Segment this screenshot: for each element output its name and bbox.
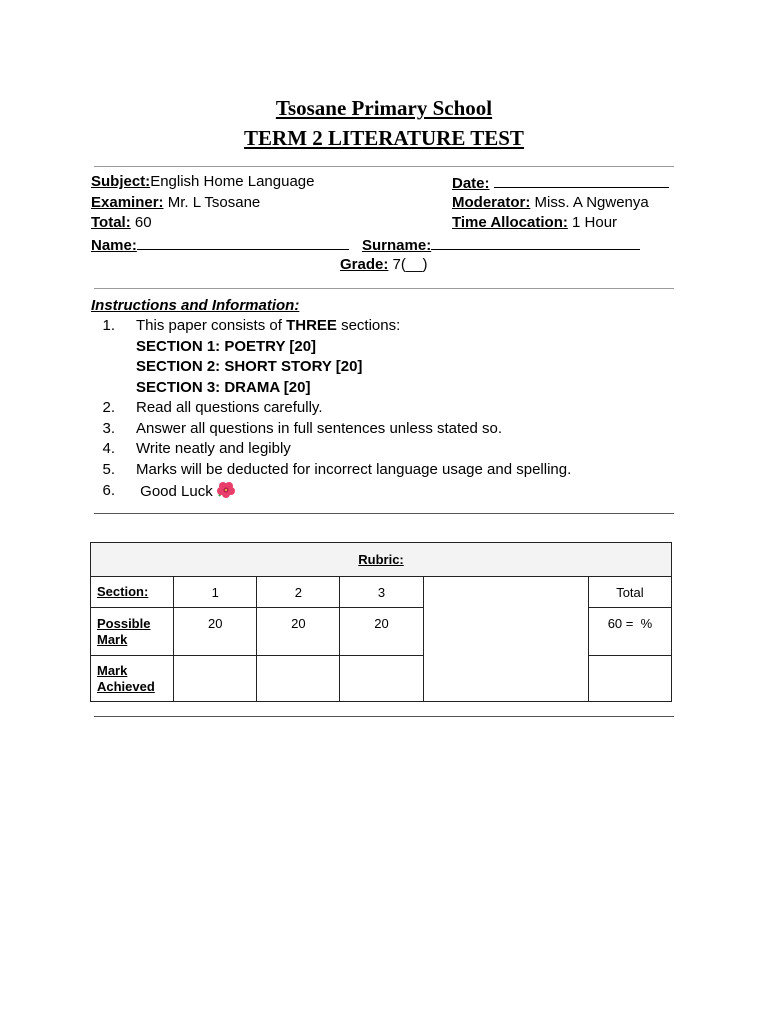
good-luck-text: Good Luck — [136, 483, 213, 500]
section-number: 2 — [257, 577, 340, 608]
divider-bottom — [94, 716, 674, 717]
instructions-heading: Instructions and Information: — [91, 297, 300, 314]
mark-achieved-total-cell[interactable] — [588, 656, 671, 702]
divider-top — [94, 166, 674, 167]
instruction-text-post: sections: — [336, 317, 401, 334]
hibiscus-flower-icon — [216, 481, 236, 499]
surname-label: Surname: — [362, 237, 432, 254]
date-blank[interactable] — [494, 172, 669, 188]
time-allocation-field — [452, 213, 617, 233]
instruction-number: 3. — [102, 420, 115, 437]
possible-mark-cell: 20 — [257, 608, 340, 656]
name-blank[interactable] — [137, 234, 349, 250]
rubric-empty-cell — [423, 577, 588, 702]
section-line: SECTION 3: DRAMA [20] — [136, 379, 311, 396]
rubric-title: Rubric: — [91, 543, 672, 577]
time-allocation-label: Time Allocation: — [452, 214, 568, 231]
divider-info — [94, 288, 674, 289]
examiner-label: Examiner: — [91, 194, 164, 211]
instruction-number: 6. — [102, 482, 115, 499]
mark-achieved-label — [91, 656, 174, 702]
surname-blank[interactable] — [431, 234, 640, 250]
name-label: Name: — [91, 237, 137, 254]
name-field — [91, 234, 349, 256]
divider-instructions — [94, 513, 674, 514]
section-number: 3 — [340, 577, 423, 608]
total-header: Total — [588, 577, 671, 608]
time-allocation-value: 1 Hour — [572, 214, 618, 231]
moderator-field — [452, 193, 649, 213]
section-row-label: Section: — [91, 577, 174, 608]
school-name: Tsosane Primary School — [275, 96, 493, 120]
section-line: SECTION 2: SHORT STORY [20] — [136, 358, 363, 375]
grade-value: 7(__) — [392, 256, 428, 273]
instruction-text: Answer all questions in full sentences unless stated so. — [136, 420, 503, 437]
surname-field — [362, 234, 640, 256]
instruction-text-bold: THREE — [286, 317, 337, 334]
date-label: Date: — [452, 175, 490, 192]
instruction-number: 2. — [102, 399, 115, 416]
grade-label: Grade: — [340, 256, 389, 273]
instruction-number: 5. — [102, 461, 115, 478]
possible-label-line1: Possible — [97, 616, 151, 631]
instruction-text-pre: This paper consists of — [136, 317, 287, 334]
subject-label: Subject: — [91, 173, 151, 190]
instruction-number: 4. — [102, 440, 115, 457]
instruction-text: Read all questions carefully. — [136, 399, 323, 416]
possible-mark-label — [91, 608, 174, 656]
instruction-text — [136, 481, 236, 502]
possible-label-line2: Mark — [97, 632, 128, 647]
section-number: 1 — [174, 577, 257, 608]
total-field — [91, 213, 152, 233]
achieved-label-line2: Achieved — [97, 678, 155, 694]
instruction-number: 1. — [102, 317, 115, 334]
subject-value: English Home Language — [150, 173, 315, 190]
moderator-value: Miss. A Ngwenya — [534, 194, 649, 211]
mark-achieved-cell[interactable] — [257, 656, 340, 702]
date-field — [452, 172, 669, 194]
rubric-table — [90, 542, 672, 702]
moderator-label: Moderator: — [452, 194, 531, 211]
possible-total-cell: 60 = % — [588, 608, 671, 656]
grade-field — [340, 255, 428, 275]
possible-mark-cell: 20 — [174, 608, 257, 656]
instruction-text: Write neatly and legibly — [136, 440, 291, 457]
total-value: 60 — [134, 214, 152, 231]
instruction-text — [136, 316, 400, 336]
test-title: TERM 2 LITERATURE TEST — [244, 126, 524, 150]
subject-field — [91, 172, 314, 192]
total-label: Total: — [91, 214, 131, 231]
achieved-label-line1: Mark — [97, 662, 128, 678]
instruction-text: Marks will be deducted for incorrect language usage and spelling. — [136, 461, 572, 478]
possible-mark-cell: 20 — [340, 608, 423, 656]
section-line: SECTION 1: POETRY [20] — [136, 338, 317, 355]
mark-achieved-cell[interactable] — [174, 656, 257, 702]
examiner-value: Mr. L Tsosane — [167, 194, 261, 211]
examiner-field — [91, 193, 260, 213]
mark-achieved-cell[interactable] — [340, 656, 423, 702]
